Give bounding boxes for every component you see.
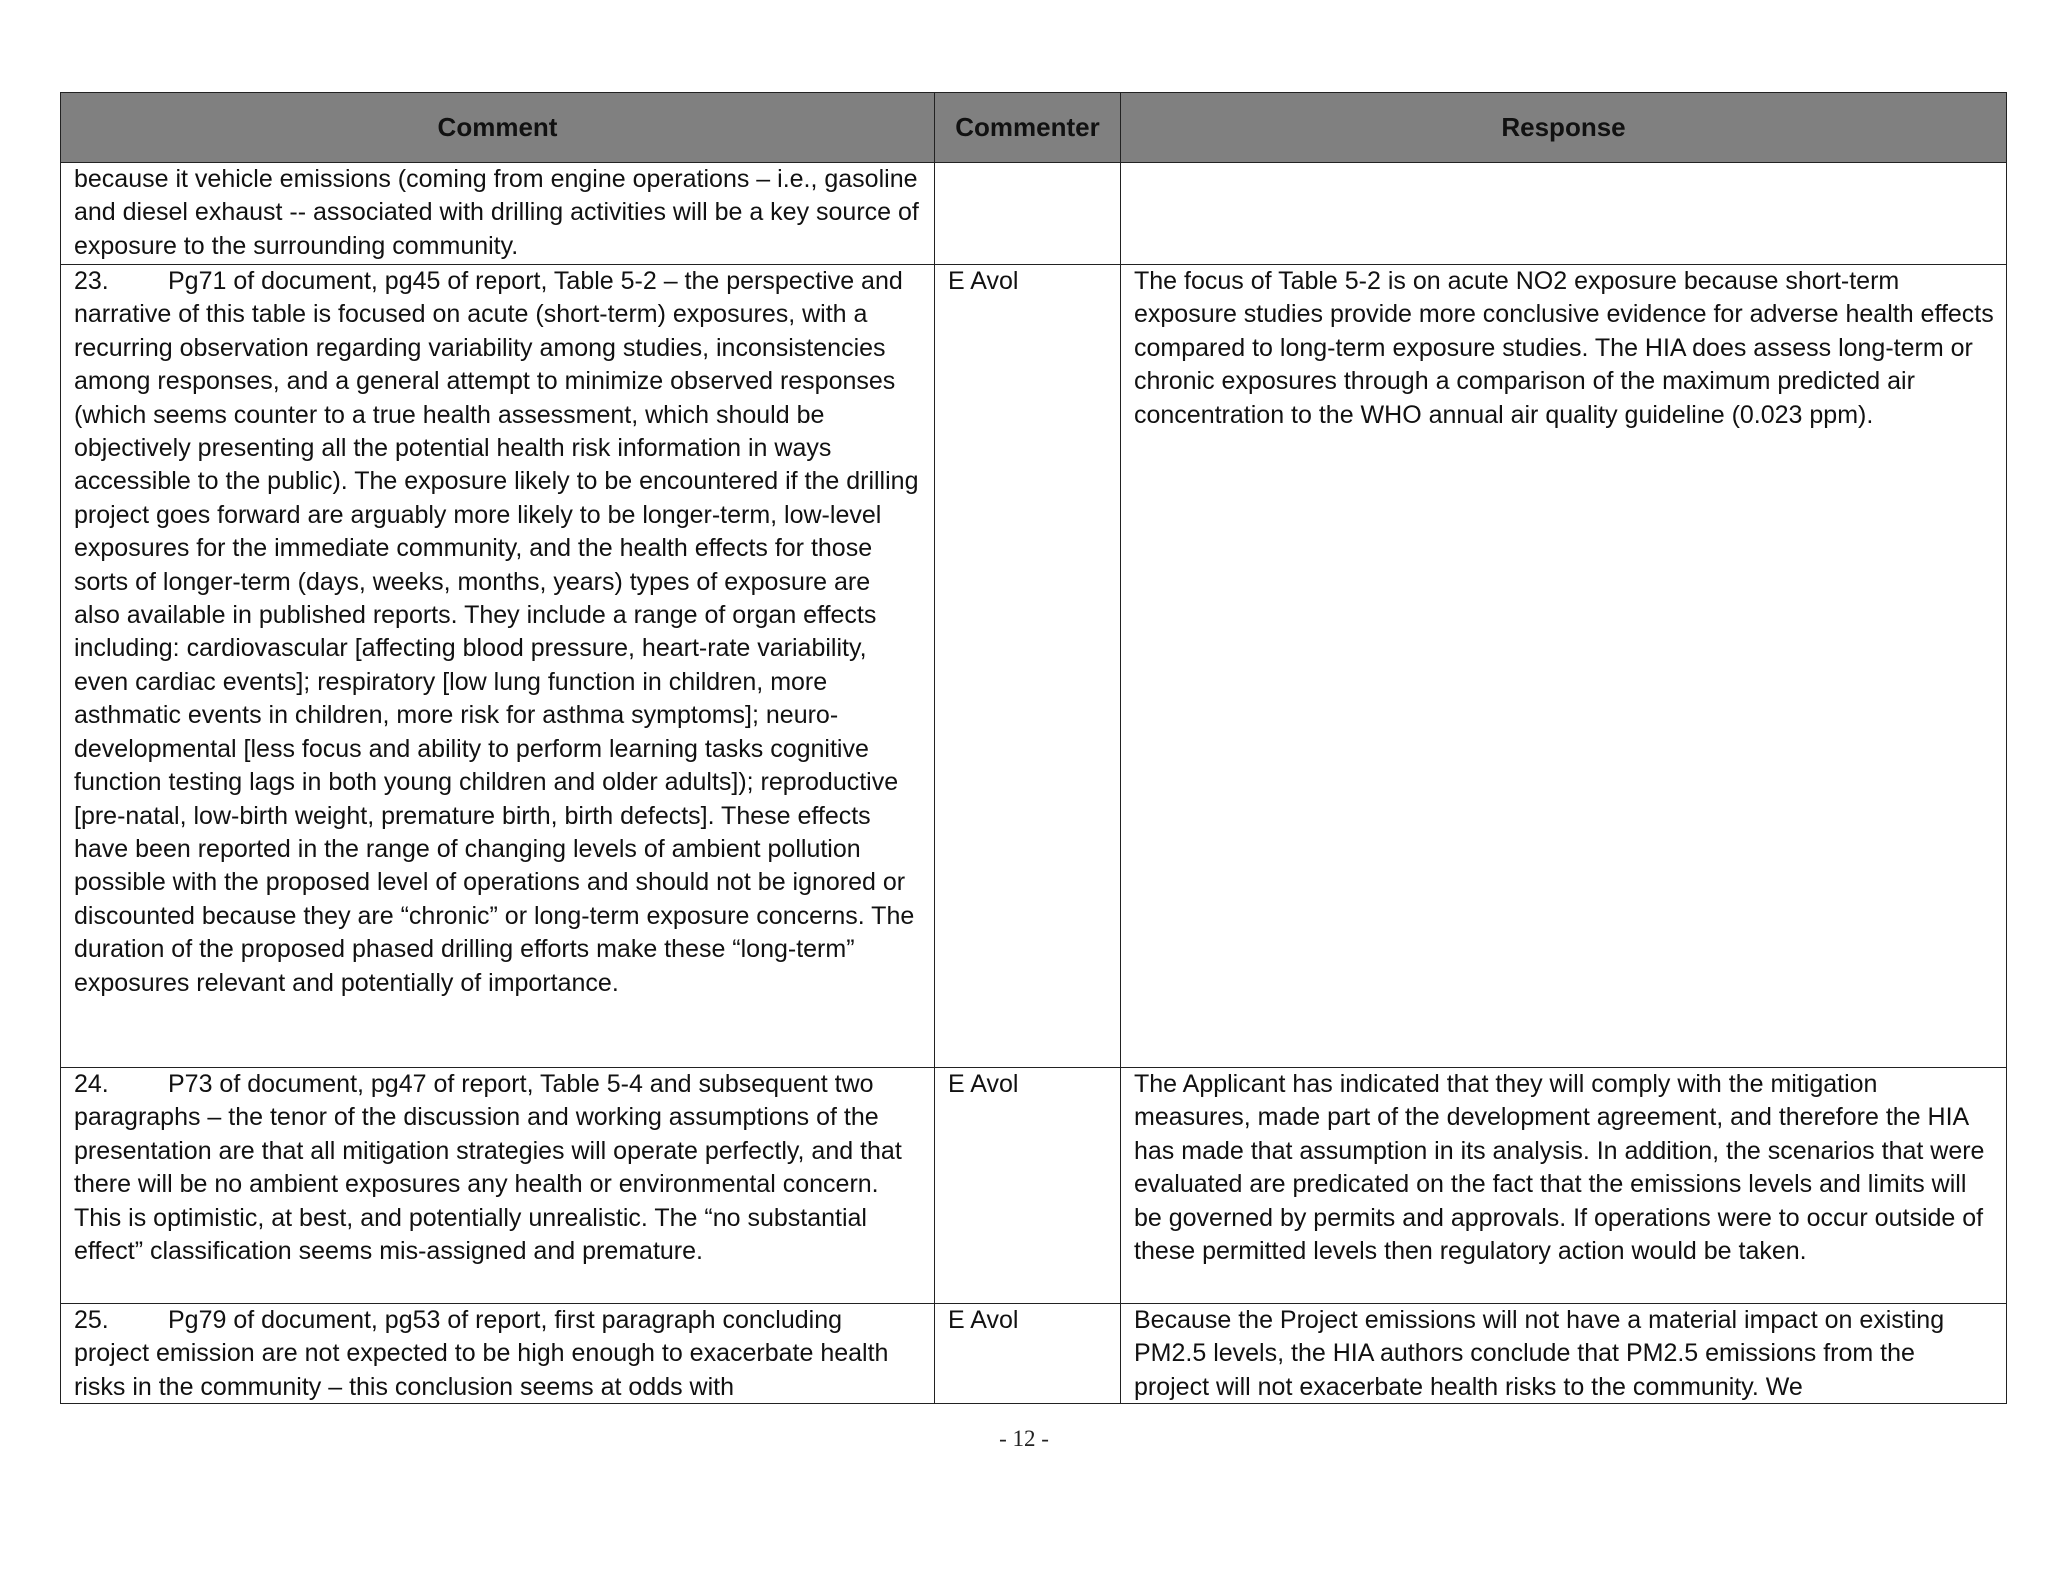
commenter-text: E Avol: [948, 267, 1019, 295]
comment-cell: [61, 265, 935, 1068]
comment-text: because it vehicle emissions (coming from engine operations – i.e., gasoline and diesel exhaust -- associated with drilling activities will be a key source of exposure to the surrounding community.: [74, 165, 919, 260]
response-cell: [1121, 1068, 2007, 1304]
commenter-cell: [935, 265, 1121, 1068]
comment-body: Pg71 of document, pg45 of report, Table 5-2 – the perspective and narrative of this table is focused on acute (short-term) exposures, with a recurring observation regarding variability among studies, inconsistencies among responses, and a general attempt to minimize observed responses (which seems counter to a true health assessment, which should be objectively presenting all the potential health risk information in ways accessible to the public). The exposure likely to be encountered if the drilling project goes forward are arguably more likely to be longer-term, low-level exposures for the immediate community, and the health effects for those sorts of longer-term (days, weeks, months, years) types of exposure are also available in published reports. They include a range of organ effects including: cardiovascular [affecting blood pressure, heart-rate variability, even cardiac events]; respiratory [low lung function in children, more asthmatic events in children, more risk for asthma symptoms]; neuro-developmental [less focus and ability to perform learning tasks cognitive function testing lags in both young children and older adults]); reproductive [pre-natal, low-birth weight, premature birth, birth defects]. These effects have been reported in the range of changing levels of ambient pollution possible with the proposed level of operations and should not be ignored or discounted because they are “chronic” or long-term exposure concerns. The duration of the proposed phased drilling efforts make these “long-term” exposures relevant and potentially of importance.: [74, 267, 919, 997]
page-number: - 12 -: [999, 1426, 1049, 1451]
comment-body: P73 of document, pg47 of report, Table 5-4 and subsequent two paragraphs – the tenor of the discussion and working assumptions of the presentation are that all mitigation strategies will operate perfectly, and that there will be no ambient exposures any health or environmental concern. This is optimistic, at best, and potentially unrealistic. The “no substantial effect” classification seems mis-assigned and premature.: [74, 1070, 902, 1266]
response-cell: [1121, 1304, 2007, 1404]
comment-response-table: [60, 92, 2007, 1404]
commenter-column-header: Commenter: [935, 93, 1121, 163]
comment-text: [74, 1068, 922, 1268]
comment-text: [74, 265, 922, 1000]
commenter-cell: [935, 1068, 1121, 1304]
response-column-header: Response: [1121, 93, 2007, 163]
table-row: [61, 1068, 2007, 1304]
comment-number: 23.: [74, 267, 109, 295]
table-header-row: [61, 93, 2007, 163]
comment-cell: [61, 163, 935, 265]
commenter-cell: [935, 1304, 1121, 1404]
comment-body: Pg79 of document, pg53 of report, first paragraph concluding project emission are not expected to be high enough to exacerbate health risks in the community – this conclusion seems at odds with: [74, 1306, 889, 1401]
comment-cell: [61, 1068, 935, 1304]
comment-cell: [61, 1304, 935, 1404]
table-row: [61, 163, 2007, 265]
table-row: [61, 1304, 2007, 1404]
response-cell: [1121, 265, 2007, 1068]
response-cell: [1121, 163, 2007, 265]
response-text: Because the Project emissions will not have a material impact on existing PM2.5 levels, the HIA authors conclude that PM2.5 emissions from the project will not exacerbate health risks to the community. We: [1134, 1306, 1945, 1401]
commenter-text: E Avol: [948, 1070, 1019, 1098]
comment-text: [74, 1304, 922, 1403]
table-row: [61, 265, 2007, 1068]
commenter-cell: [935, 163, 1121, 265]
commenter-text: E Avol: [948, 1306, 1019, 1334]
response-text: The Applicant has indicated that they will comply with the mitigation measures, made part of the development agreement, and therefore the HIA has made that assumption in its analysis. In addition, the scenarios that were evaluated are predicated on the fact that the emissions levels and limits will be governed by permits and approvals. If operations were to occur outside of these permitted levels then regulatory action would be taken.: [1134, 1070, 1985, 1266]
comment-column-header: Comment: [61, 93, 935, 163]
comment-number: 25.: [74, 1306, 109, 1334]
response-text: The focus of Table 5-2 is on acute NO2 exposure because short-term exposure studies provide more conclusive evidence for adverse health effects compared to long-term exposure studies. The HIA does assess long-term or chronic exposures through a comparison of the maximum predicted air concentration to the WHO annual air quality guideline (0.023 ppm).: [1134, 267, 1994, 429]
comment-number: 24.: [74, 1070, 109, 1098]
